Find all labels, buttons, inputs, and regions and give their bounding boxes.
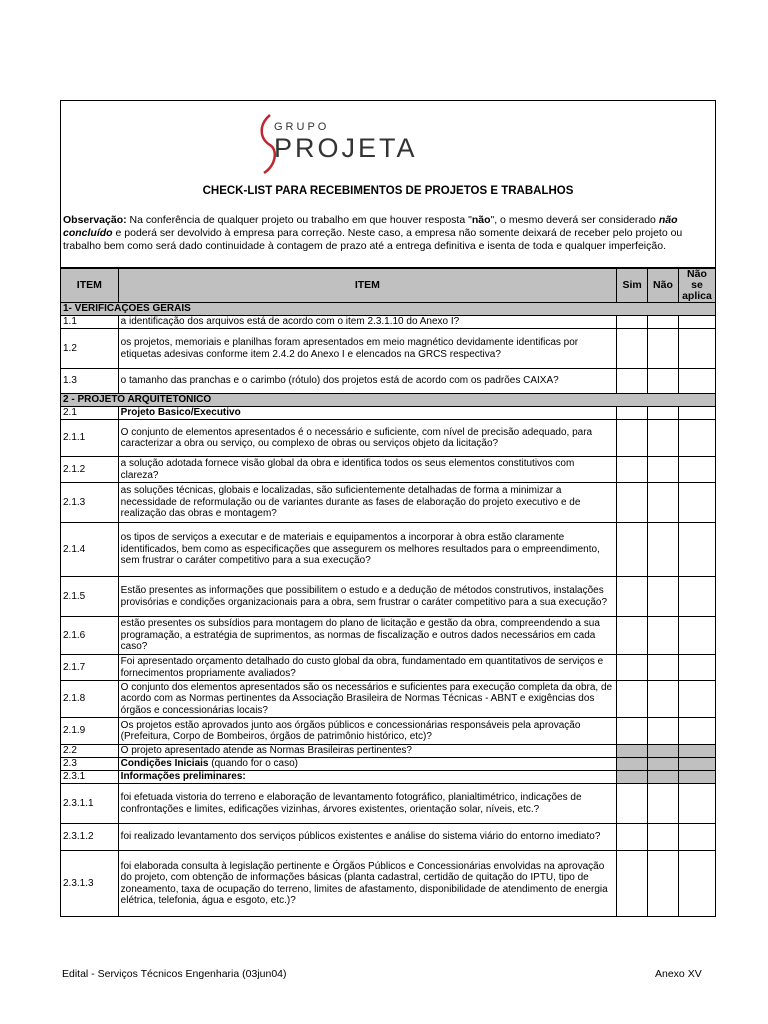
na-cell [678,771,715,784]
row-text: Estão presentes as informações que possibilitem o estudo e a dedução de métodos construtivos, instalações provisórias e condições organizacionais para a obra, sem frustrar o caráter competitivo para a sua execução? [118,577,616,617]
sim-cell[interactable] [617,316,648,329]
nao-cell [648,758,679,771]
row-number: 2.1.9 [61,718,119,745]
row-text-bold: Condições Iniciais [120,758,209,770]
observation-nao: não [471,214,491,226]
section-title: 1- VERIFICAÇOES GERAIS [61,303,716,316]
na-cell[interactable] [678,329,715,369]
sim-cell[interactable] [617,655,648,681]
footer-edital: Edital - Serviços Técnicos Engenharia (03jun04) [62,968,287,980]
sim-cell[interactable] [617,577,648,617]
na-cell[interactable] [678,369,715,394]
nao-cell[interactable] [648,577,679,617]
row-text: Foi apresentado orçamento detalhado do custo global da obra, fundamentado em quantitativos de serviços e fornecimentos propriamente avaliados? [118,655,616,681]
na-cell[interactable] [678,851,715,917]
row-number: 2.1.6 [61,617,119,655]
document-page [60,100,716,917]
observation-text-1: Na conferência de qualquer projeto ou trabalho em que houver resposta " [126,214,472,226]
row-number: 2.3 [61,758,119,771]
table-row [61,681,716,718]
row-number: 1.2 [61,329,119,369]
row-number: 2.3.1.3 [61,851,119,917]
nao-cell [648,771,679,784]
sim-cell[interactable] [617,329,648,369]
na-cell[interactable] [678,420,715,457]
nao-cell[interactable] [648,824,679,851]
row-text: a solução adotada fornece visão global da obra e identifica todos os seus elementos constitutivos com clareza? [118,457,616,483]
na-cell[interactable] [678,523,715,577]
nao-cell[interactable] [648,329,679,369]
row-number: 2.3.1 [61,771,119,784]
footer-anexo: Anexo XV [655,968,702,980]
row-number: 2.1.3 [61,483,119,523]
row-text: O conjunto dos elementos apresentados são os necessários e suficientes para execução completa da obra, de acordo com as Normas pertinentes da Associação Brasileira de Normas Técnicas - ABNT e exigências dos órgãos e concessionárias locais? [118,681,616,718]
row-text: a identificação dos arquivos está de acordo com o item 2.3.1.10 do Anexo I? [118,316,616,329]
observation-paragraph [63,214,709,253]
nao-cell[interactable] [648,617,679,655]
nao-cell[interactable] [648,851,679,917]
na-cell [678,758,715,771]
sim-cell[interactable] [617,369,648,394]
sim-cell[interactable] [617,617,648,655]
na-cell[interactable] [678,483,715,523]
na-cell[interactable] [678,718,715,745]
row-text: O conjunto de elementos apresentados é o necessário e suficiente, com nível de precisão adequado, para caracterizar a obra ou serviço, ou complexo de obras ou serviços objeto da licitação? [118,420,616,457]
na-cell[interactable] [678,784,715,824]
row-text: O projeto apresentado atende as Normas Brasileiras pertinentes? [118,745,616,758]
table-row [61,420,716,457]
nao-cell[interactable] [648,655,679,681]
table-row [61,483,716,523]
na-cell[interactable] [678,617,715,655]
table-header-row [61,269,716,303]
row-text: estão presentes os subsídios para montagem do plano de licitação e gestão da obra, compreendendo a sua programação, a estratégia de suprimentos, as normas de fiscalização e outros dados necessários em cada caso? [118,617,616,655]
observation-nao-concluido: não concluído [63,214,678,239]
row-number: 2.1 [61,407,119,420]
nao-cell[interactable] [648,407,679,420]
table-row [61,329,716,369]
na-cell[interactable] [678,824,715,851]
row-number: 2.1.2 [61,457,119,483]
header-nao: Não [648,269,679,303]
nao-cell[interactable] [648,784,679,824]
table-row [61,758,716,771]
table-row [61,407,716,420]
sim-cell [617,771,648,784]
row-number: 2.2 [61,745,119,758]
table-row [61,718,716,745]
row-number: 2.1.4 [61,523,119,577]
sim-cell[interactable] [617,407,648,420]
header-item-desc: ITEM [118,269,616,303]
row-number: 2.3.1.1 [61,784,119,824]
table-row [61,784,716,824]
sim-cell [617,745,648,758]
sim-cell[interactable] [617,457,648,483]
table-row [61,523,716,577]
na-cell[interactable] [678,577,715,617]
row-text: foi realizado levantamento dos serviços públicos existentes e análise do sistema viário do entorno imediato? [118,824,616,851]
row-text: foi elaborada consulta à legislação pertinente e Órgãos Públicos e Concessionárias envolvidas na aprovação do projeto, com obtenção de informações básicas (planta cadastral, certidão de quitação do IPTU, tipo de zoneamento, taxa de ocupação do terreno, limites de afastamento, disponibilidade de atendimento de energia elétrica, telefonia, água e esgoto, etc.)? [118,851,616,917]
sim-cell[interactable] [617,681,648,718]
nao-cell[interactable] [648,681,679,718]
table-row [61,851,716,917]
table-row [61,771,716,784]
section-title: 2 - PROJETO ARQUITETONICO [61,394,716,407]
header-item-num: ITEM [61,269,119,303]
na-cell[interactable] [678,655,715,681]
logo-grupo-text: GRUPO [274,121,330,133]
table-row [61,824,716,851]
header-box [60,100,716,268]
sim-cell[interactable] [617,523,648,577]
nao-cell[interactable] [648,523,679,577]
row-number: 2.1.1 [61,420,119,457]
nao-cell[interactable] [648,483,679,523]
row-number: 2.1.5 [61,577,119,617]
table-row [61,369,716,394]
row-text: foi efetuada vistoria do terreno e elaboração de levantamento fotográfico, planialtimétrico, indicações de confrontações e limites, edificações vizinhas, árvores existentes, orientação solar, níveis, etc.? [118,784,616,824]
sim-cell[interactable] [617,851,648,917]
table-row [61,457,716,483]
row-number: 2.1.7 [61,655,119,681]
row-number: 1.1 [61,316,119,329]
table-row [61,745,716,758]
sim-cell[interactable] [617,420,648,457]
nao-cell[interactable] [648,420,679,457]
nao-cell[interactable] [648,316,679,329]
grupo-projeta-logo [256,113,436,175]
table-row [61,617,716,655]
row-number: 2.1.8 [61,681,119,718]
sim-cell[interactable] [617,718,648,745]
header-nao-se-aplica: Não se aplica [678,269,715,303]
na-cell[interactable] [678,457,715,483]
document-title: CHECK-LIST PARA RECEBIMENTOS DE PROJETOS E TRABALHOS [202,185,574,197]
header-sim: Sim [617,269,648,303]
row-text: o tamanho das pranchas e o carimbo (rótulo) dos projetos está de acordo com os padrões CAIXA? [118,369,616,394]
na-cell[interactable] [678,316,715,329]
na-cell[interactable] [678,407,715,420]
row-number: 1.3 [61,369,119,394]
row-number: 2.3.1.2 [61,824,119,851]
row-text: os projetos, memoriais e planilhas foram apresentados em meio magnético devidamente identificas por etiquetas adesivas conforme item 2.4.2 do Anexo I e elencados na GRCS respectiva? [118,329,616,369]
nao-cell[interactable] [648,369,679,394]
row-text-rest: (quando for o caso) [208,758,298,770]
row-text [118,758,616,771]
section-row [61,303,716,316]
row-text: os tipos de serviços a executar e de materiais e equipamentos a incorporar à obra estão claramente identificados, bem como as especificações que assegurem os melhores resultados para o empreendimento, sem frustrar o caráter competitivo para a sua execução? [118,523,616,577]
observation-label: Observação: [63,214,127,226]
checklist-table [60,268,716,917]
sim-cell[interactable] [617,483,648,523]
logo-projeta-text: PROJETA [274,133,418,163]
nao-cell[interactable] [648,718,679,745]
section-row [61,394,716,407]
na-cell [678,745,715,758]
na-cell[interactable] [678,681,715,718]
sim-cell[interactable] [617,824,648,851]
table-row [61,316,716,329]
table-row [61,577,716,617]
sim-cell [617,758,648,771]
row-text: Informações preliminares: [118,771,616,784]
nao-cell [648,745,679,758]
sim-cell[interactable] [617,784,648,824]
nao-cell[interactable] [648,457,679,483]
row-text: as soluções técnicas, globais e localizadas, são suficientemente detalhadas de forma a minimizar a necessidade de reformulação ou de variantes durante as fases de elaboração do projeto executivo e de realização das obras e montagem? [118,483,616,523]
row-text: Projeto Basico/Executivo [118,407,616,420]
observation-text-2: ", o mesmo deverá ser considerado [490,214,659,226]
row-text: Os projetos estão aprovados junto aos órgãos públicos e concessionárias responsáveis pela aprovação (Prefeitura, Corpo de Bombeiros, órgãos de patrimônio histórico, etc)? [118,718,616,745]
observation-text-3: e poderá ser devolvido à empresa para correção. Neste caso, a empresa não somente deixará de receber pelo projeto ou trabalho bem como será dado continuidade à contagem de prazo até a entrega definitiva e isenta de toda e qualquer imperfeição. [63,227,683,252]
table-row [61,655,716,681]
